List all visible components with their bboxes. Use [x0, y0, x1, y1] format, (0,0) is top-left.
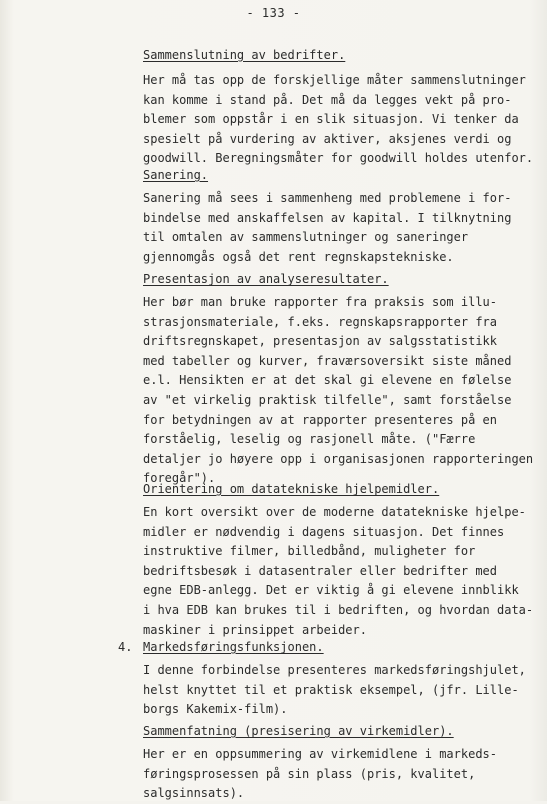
- paragraph-line: salgsinnsats).: [143, 786, 245, 801]
- section-paragraph: [143, 293, 538, 489]
- paragraph-line: maskiner i prinsippet arbeider.: [143, 622, 367, 637]
- paragraph-line: bindelse med anskaffelsen av kapital. I tilknytning: [143, 210, 512, 225]
- section-sammenfatning: [143, 722, 538, 804]
- paragraph-line: Her er en oppsummering av virkemidlene i markeds-: [143, 747, 498, 761]
- section-paragraph: [143, 71, 538, 169]
- paragraph-line: instruktive filmer, billedbånd, muligheter for: [143, 544, 476, 559]
- section-paragraph: [143, 661, 538, 720]
- paragraph-line: av "et virkelig praktisk tilfelle", samt forståelse: [143, 392, 512, 407]
- paragraph-line: for betydningen av at rapporter presenteres på en: [143, 412, 498, 427]
- paragraph-line: driftsregnskapet, presentasjon av salgsstatistikk: [143, 334, 498, 349]
- paragraph-line: I denne forbindelse presenteres markedsføringshjulet,: [143, 663, 526, 677]
- paragraph-line: forståelig, leselig og rasjonell måte. ("Færre: [143, 432, 476, 447]
- paragraph-line: Her bør man bruke rapporter fra praksis som illu-: [143, 295, 498, 309]
- paragraph-line: egne EDB-anlegg. Det er viktig å gi elevene innblikk: [143, 583, 519, 598]
- paragraph-line: e.l. Hensikten er at det skal gi elevene en følelse: [143, 373, 512, 388]
- item-number: 4.: [118, 640, 133, 654]
- paragraph-line: til omtalen av sammenslutninger og saneringer: [143, 230, 469, 245]
- section-heading: Markedsføringsfunksjonen.: [143, 640, 324, 654]
- section-heading: Sanering.: [143, 168, 209, 182]
- section-paragraph: [143, 189, 538, 267]
- section-sanering: [143, 166, 538, 267]
- paragraph-line: goodwill. Beregningsmåter for goodwill holdes utenfor.: [143, 151, 534, 166]
- section-heading: Presentasjon av analyseresultater.: [143, 272, 389, 286]
- section-presentasjon: [143, 270, 538, 489]
- paragraph-line: blemer som oppstår i en slik situasjon. Vi tenker da: [143, 112, 519, 127]
- paragraph-line: helst knyttet til et praktisk eksempel, (jfr. Lille-: [143, 682, 519, 697]
- page-number: - 133 -: [246, 6, 301, 20]
- paragraph-line: i hva EDB kan brukes til i bedriften, og hvordan data-: [143, 602, 534, 617]
- paragraph-line: føringsprosessen på sin plass (pris, kvalitet,: [143, 766, 476, 781]
- section-markedsforing: [143, 638, 538, 720]
- paragraph-line: En kort oversikt over de moderne datatekniske hjelpe-: [143, 505, 526, 519]
- section-heading: Sammenslutning av bedrifter.: [143, 48, 346, 62]
- paragraph-line: Sanering må sees i sammenheng med problemene i for-: [143, 191, 512, 205]
- section-paragraph: [143, 745, 538, 804]
- section-heading: Sammenfatning (presisering av virkemidler).: [143, 724, 454, 738]
- paragraph-line: borgs Kakemix-film).: [143, 702, 288, 717]
- paragraph-line: midler er nødvendig i dagens situasjon. Det finnes: [143, 524, 505, 539]
- paragraph-line: strasjonsmateriale, f.eks. regnskapsrapporter fra: [143, 314, 498, 329]
- paragraph-line: detaljer jo høyere opp i organisasjonen rapporteringen: [143, 451, 534, 466]
- paragraph-line: Her må tas opp de forskjellige måter sammenslutninger: [143, 73, 526, 87]
- paragraph-line: foregår").: [143, 471, 216, 486]
- section-sammenslutning: [143, 46, 538, 169]
- section-orientering: [143, 480, 538, 640]
- section-heading: Orientering om datatekniske hjelpemidler.: [143, 482, 440, 496]
- paragraph-line: med tabeller og kurver, fraværsoversikt siste måned: [143, 353, 512, 368]
- paragraph-line: gjennomgås også det rent regnskapstekniske.: [143, 249, 454, 264]
- paragraph-line: spesielt på vurdering av aktiver, aksjenes verdi og: [143, 131, 512, 146]
- paragraph-line: bedriftsbesøk i datasentraler eller bedrifter med: [143, 563, 498, 578]
- section-paragraph: [143, 503, 538, 640]
- paragraph-line: kan komme i stand på. Det må da legges vekt på pro-: [143, 92, 512, 107]
